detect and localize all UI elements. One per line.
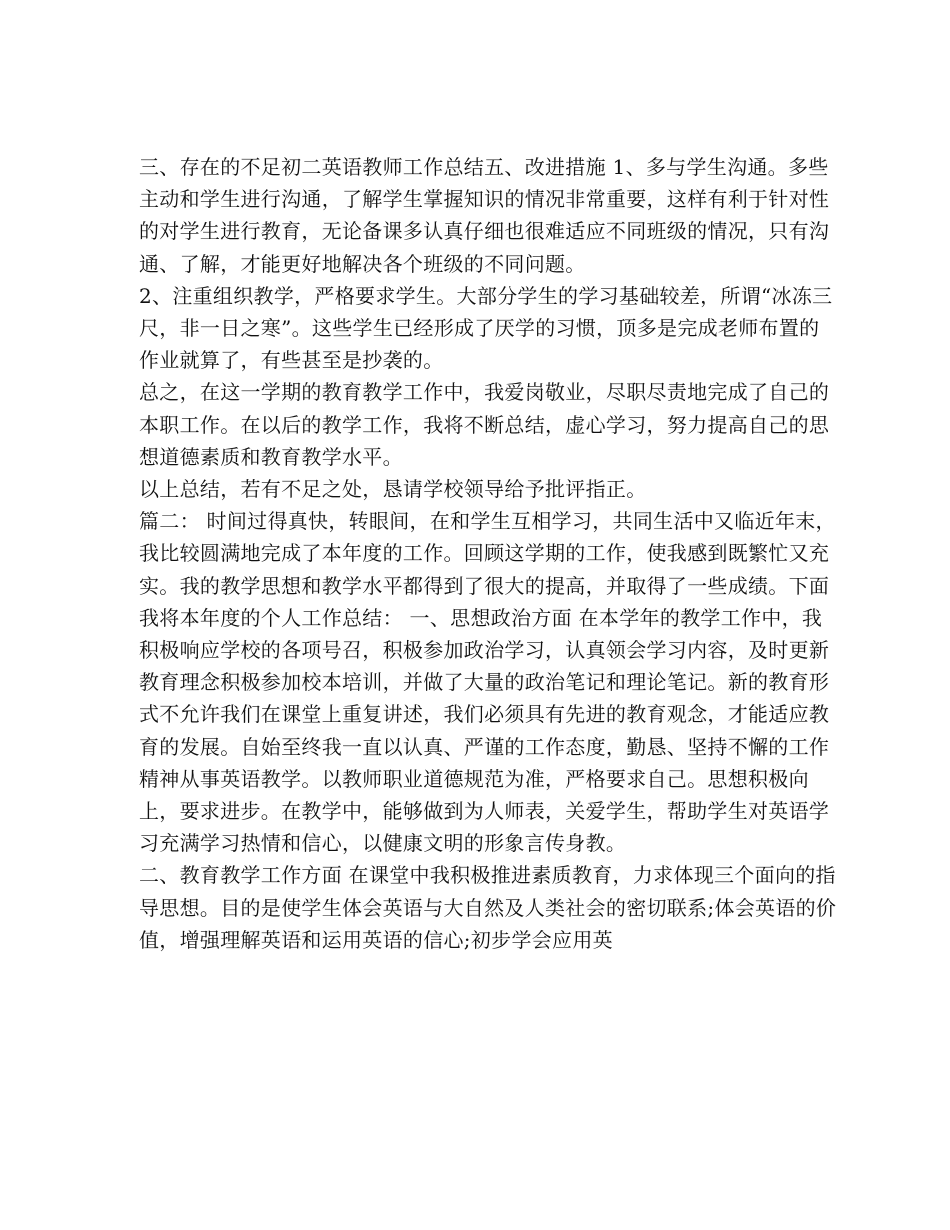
paragraph-4: 以上总结，若有不足之处，恳请学校领导给予批评指正。 bbox=[139, 477, 647, 502]
paragraph-1: 三、存在的不足初二英语教师工作总结五、改进措施 1、多与学生沟通。多些主动和学生进行沟通，了解学生掌握知识的情况非常重要，这样有利于针对性的对学生进行教育，无论备课多认真仔细也很难适应不同班级的情况，只有沟通、了解，才能更好地解决各个班级的不同问题。 bbox=[139, 155, 830, 276]
paragraph-3: 总之，在这一学期的教育教学工作中，我爱岗敬业，尽职尽责地完成了自己的本职工作。在以后的教学工作，我将不断总结，虚心学习，努力提高自己的思想道德素质和教育教学水平。 bbox=[139, 380, 830, 469]
document-body bbox=[139, 151, 839, 956]
paragraph-6: 二、教育教学工作方面 在课堂中我积极推进素质教育，力求体现三个面向的指导思想。目的是使学生体会英语与大自然及人类社会的密切联系;体会英语的价值，增强理解英语和运用英语的信心;初步学会应用英 bbox=[139, 863, 837, 952]
paragraph-5: 篇二： 时间过得真快，转眼间，在和学生互相学习，共同生活中又临近年末，我比较圆满地完成了本年度的工作。回顾这学期的工作，使我感到既繁忙又充实。我的教学思想和教学水平都得到了很大的提高，并取得了一些成绩。下面我将本年度的个人工作总结： 一、思想政治方面 在本学年的教学工作中，我积极响应学校的各项号召，积极参加政治学习，认真领会学习内容，及时更新教育理念积极参加校本培训，并做了大量的政治笔记和理论笔记。新的教育形式不允许我们在课堂上重复讲述，我们必须具有先进的教育观念，才能适应教育的发展。自始至终我一直以认真、严谨的工作态度，勤恳、坚持不懈的工作精神从事英语教学。以教师职业道德规范为准，严格要求自己。思想积极向上，要求进步。在教学中，能够做到为人师表，关爱学生，帮助学生对英语学习充满学习热情和信心，以健康文明的形象言传身教。 bbox=[139, 509, 836, 856]
paragraph-2: 2、注重组织教学，严格要求学生。大部分学生的学习基础较差，所谓“冰冻三尺，非一日之寒”。这些学生已经形成了厌学的习惯，顶多是完成老师布置的作业就算了，有些甚至是抄袭的。 bbox=[139, 283, 833, 373]
